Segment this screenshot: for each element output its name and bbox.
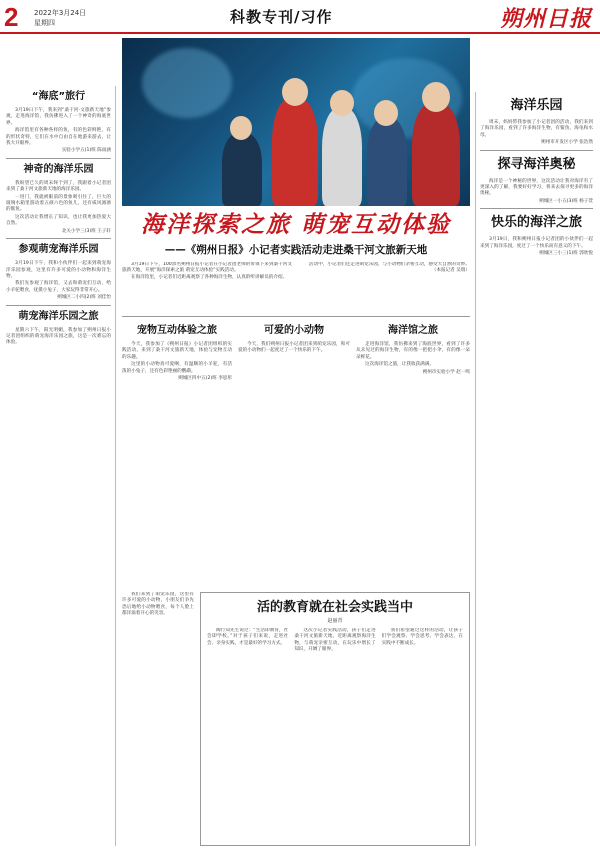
article-byline: （本报记者 吴瑞） [431, 268, 470, 274]
article-paragraph: 走进海洋馆，我仿佛来到了海底世界，看到了许多从未见过的海洋生物，有的像一把把小伞，有的像一朵朵鲜花。 [356, 342, 470, 360]
section-title: 科教专刊/习作 [230, 8, 333, 26]
article-title: 宠物互动体验之旅 [137, 325, 217, 336]
article-paragraph: 这次海洋馆之旅，让我收获满满。 [365, 362, 434, 368]
lead-article [122, 262, 470, 312]
left-column [6, 86, 116, 846]
article-byline: 北关小学三(3)班 王子轩 [61, 228, 111, 234]
article-paragraph: 海洋馆里有各种各样的鱼，有的色彩鲜艳，有的形状奇特，它们在水中自由自在地游来游去，让我大开眼界。 [6, 128, 111, 147]
article-paragraph: 一进门，我就被眼前的景象吸引住了，巨大的玻璃水箱里游动着五颜六色的鱼儿，还有威风凛凛的鲨鱼。 [6, 194, 111, 213]
article-paragraph: 海洋是一个神秘的世界，这次活动让我对海洋有了更深入的了解，我要好好学习，将来去探寻更多的海洋奥秘。 [480, 178, 593, 197]
masthead-logo: 朔州日报 [499, 6, 592, 32]
divider [6, 158, 111, 159]
article-title: “海底”旅行 [31, 91, 86, 102]
divider [6, 305, 111, 306]
middle-column-a [122, 320, 232, 590]
left-article-1 [6, 90, 111, 155]
page-number: 2 [4, 2, 19, 32]
middle-column-c [356, 320, 470, 590]
right-article-1 [480, 98, 593, 147]
article-byline: 朔城区一小五(3)班 杨子萱 [539, 198, 593, 204]
article-title: 快乐的海洋之旅 [490, 215, 582, 231]
page-header [0, 0, 600, 34]
article-paragraph: 活动中，小记者们还走进萌宠乐园，与小动物们亲密互动，感受大自然的奇妙。 [309, 262, 470, 267]
left-article-3 [6, 243, 111, 301]
article-paragraph: 星期六下午，阳光明媚，我参加了朔州日报小记者团组织的萌宠海洋乐园之旅，这是一次难忘的体验。 [6, 327, 111, 346]
article-paragraph: 这次小记者实践活动，孩子们走进桑干河文旅新天地，近距离观察海洋生物，与萌宠亲密互动，在玩乐中增长了知识，开阔了眼界。 [294, 628, 376, 653]
headline-block [122, 208, 470, 258]
lead-photo [122, 38, 470, 206]
article-title: 萌宠海洋乐园之旅 [18, 310, 99, 322]
divider [480, 208, 593, 209]
article-paragraph: 3月19日下午，我和小伙伴们一起来到萌宠海洋乐园参观，这里有许多可爱的小动物和海洋生物。 [6, 261, 111, 279]
publication-date: 2022年3月24日 [34, 9, 87, 17]
article-title: 神奇的海洋乐园 [23, 163, 94, 175]
divider [480, 150, 593, 151]
left-article-4 [6, 310, 111, 347]
right-column [475, 92, 593, 846]
commentary-box [200, 592, 470, 846]
article-paragraph: 我们希望通过这样的活动，让孩子们学会观察、学会思考、学会表达，在实践中不断成长。 [381, 628, 463, 646]
article-title: 海洋乐园 [510, 98, 563, 113]
article-byline: 朔城区二小四(2)班 刘佳怡 [57, 295, 111, 301]
middle-column-b [238, 320, 350, 590]
article-paragraph: 这里的小动物真可爱啊，有温顺的小羊驼，有活泼的小兔子，还有色彩艳丽的鹦鹉。 [122, 362, 232, 374]
article-paragraph: 今天，我们朔州日报小记者团来到萌宠乐园，和可爱的小动物们一起度过了一个快乐的下午。 [238, 342, 350, 354]
article-paragraph: 3月19日，我和朔州日报小记者团的小伙伴们一起来到了海洋乐园，度过了一个快乐而有意义的下午。 [480, 237, 593, 249]
article-paragraph: 今天，我参加了《朔州日报》小记者团组织的实践活动，来到了桑干河文旅新天地，体验与宠物互动的乐趣。 [122, 342, 232, 360]
article-paragraph: 陶行知先生说过：“生活即教育，社会即学校。”对于孩子们来说，走进社会、亲身实践，才是最好的学习方式。 [207, 628, 289, 646]
article-body [207, 628, 463, 838]
article-paragraph: 3月19日下午，100余名朔州日报小记者在小记者团老师的带领下来到桑干河文旅新天地，开展“海洋探索之旅 萌宠互动体验”实践活动。 [122, 262, 292, 274]
article-byline: 朔城区三小三(1)班 郭欣悦 [539, 251, 593, 257]
left-article-2 [6, 163, 111, 235]
article-paragraph: 这次活动让我增长了知识，也让我更加热爱大自然。 [6, 214, 111, 227]
article-byline: 实验小学五(1)班 陈雨涵 [61, 148, 111, 154]
article-paragraph: 在海洋馆里，小记者们近距离观察了各种海洋生物，认真聆听讲解员的介绍。 [131, 274, 288, 280]
right-article-3 [480, 215, 593, 257]
article-title: 探寻海洋奥秘 [497, 156, 576, 172]
sub-headline: ——《朔州日报》小记者实践活动走进桑干河文旅新天地 [164, 244, 428, 256]
publication-weekday: 星期四 [34, 19, 55, 27]
article-title: 参观萌宠海洋乐园 [18, 244, 99, 256]
article-byline: 朔城区四中五(2)班 李思彤 [178, 376, 232, 382]
article-paragraph: 我们来到了萌宠乐园，这里有许多可爱的小动物，小朋友们争先恐后地给小动物喂食，每个人脸上都洋溢着开心的笑容。 [122, 592, 194, 617]
article-paragraph: 我们先参观了海洋馆，又去和萌宠们互动，给小羊驼喂食，抚摸小兔子，大家玩得非常开心。 [6, 281, 111, 293]
article-byline: 朔州市开发区小学 张浩然 [541, 140, 593, 146]
divider [6, 238, 111, 239]
article-author: 赵丽青 [327, 618, 343, 624]
header-rule [0, 32, 600, 34]
article-paragraph: 周末，妈妈带我参加了小记者团的活动，我们来到了海洋乐园，看到了许多海洋生物，有鲨鱼、海龟和水母。 [480, 120, 593, 138]
divider [122, 316, 470, 317]
main-headline: 海洋探索之旅 萌宠互动体验 [140, 212, 451, 238]
middle-column-d [122, 592, 194, 846]
article-title: 可爱的小动物 [264, 325, 324, 336]
article-paragraph: 3月19日下午，我来到“桑干河·文旅新天地”参观，走进海洋馆，我仿佛进入了一个神奇的海底世界。 [6, 108, 111, 126]
article-paragraph: 我盼望已久的周末终于到了，我跟着小记者团来到了桑干河文旅新天地的海洋乐园。 [6, 180, 111, 193]
article-title: 海洋馆之旅 [388, 325, 438, 336]
article-byline: 朔州市实验小学 赵一鸣 [422, 369, 470, 375]
article-title: 活的教育就在社会实践当中 [256, 600, 413, 615]
right-article-2 [480, 157, 593, 206]
